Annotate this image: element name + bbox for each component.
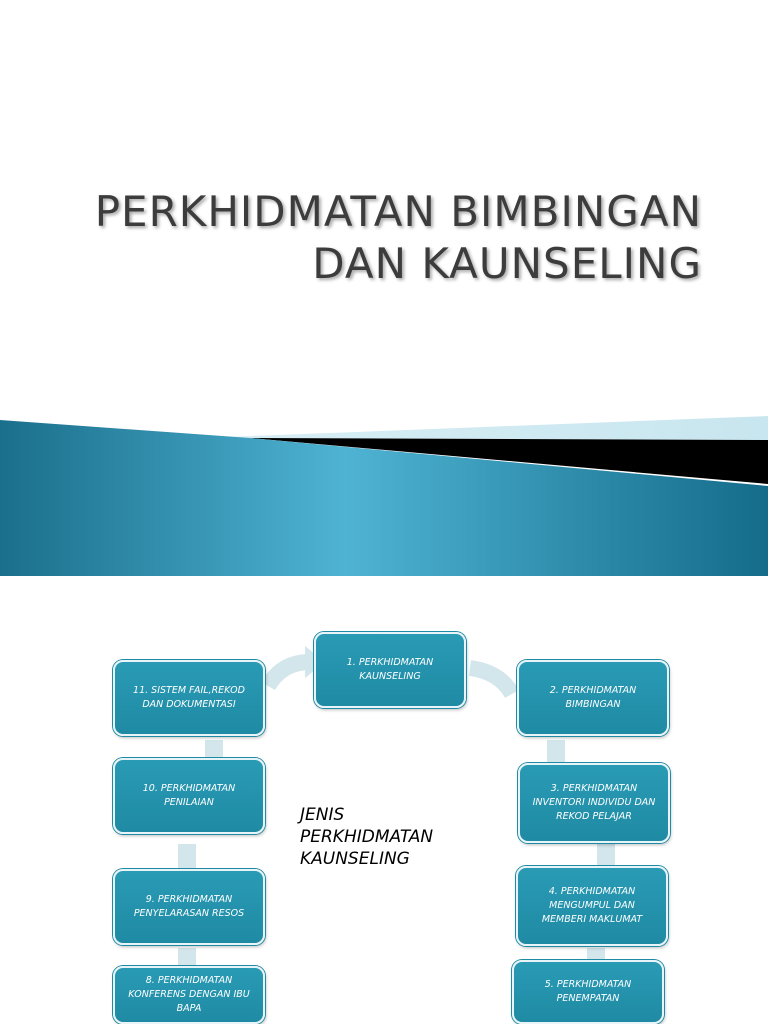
- connector-1-to-2: [470, 668, 512, 694]
- connector-3-to-4: [597, 844, 615, 868]
- center-label-line-2: PERKHIDMATAN: [300, 827, 434, 847]
- decorative-banner: [0, 400, 768, 576]
- center-label-line-3: KAUNSELING: [300, 849, 410, 869]
- connector-9-to-10: [178, 844, 196, 870]
- connector-2-to-3: [547, 740, 565, 762]
- node-9: 9. PERKHIDMATAN PENYELARASAN RESOS: [113, 869, 265, 945]
- diagram-center-label: [300, 804, 500, 870]
- node-2: 2. PERKHIDMATAN BIMBINGAN: [517, 660, 669, 736]
- node-3: 3. PERKHIDMATAN INVENTORI INDIVIDU DAN REKOD PELAJAR: [518, 763, 670, 843]
- connector-11-to-1: [268, 662, 310, 686]
- title-line-1: PERKHIDMATAN BIMBINGAN: [94, 187, 702, 236]
- connector-8-to-9: [178, 948, 196, 968]
- node-10: 10. PERKHIDMATAN PENILAIAN: [113, 758, 265, 834]
- node-1: 1. PERKHIDMATAN KAUNSELING: [314, 632, 466, 708]
- slide-title: [42, 186, 702, 290]
- node-11: 11. SISTEM FAIL,REKOD DAN DOKUMENTASI: [113, 660, 265, 736]
- diagram-slide: [0, 576, 768, 1024]
- node-4: 4. PERKHIDMATAN MENGUMPUL DAN MEMBERI MAKLUMAT: [516, 866, 668, 946]
- title-line-2: DAN KAUNSELING: [312, 239, 702, 288]
- center-label-line-1: JENIS: [300, 805, 345, 825]
- node-8: 8. PERKHIDMATAN KONFERENS DENGAN IBU BAPA: [113, 966, 265, 1024]
- connector-10-to-11: [205, 740, 223, 760]
- node-5: 5. PERKHIDMATAN PENEMPATAN: [512, 960, 664, 1024]
- banner-light-band: [200, 416, 768, 440]
